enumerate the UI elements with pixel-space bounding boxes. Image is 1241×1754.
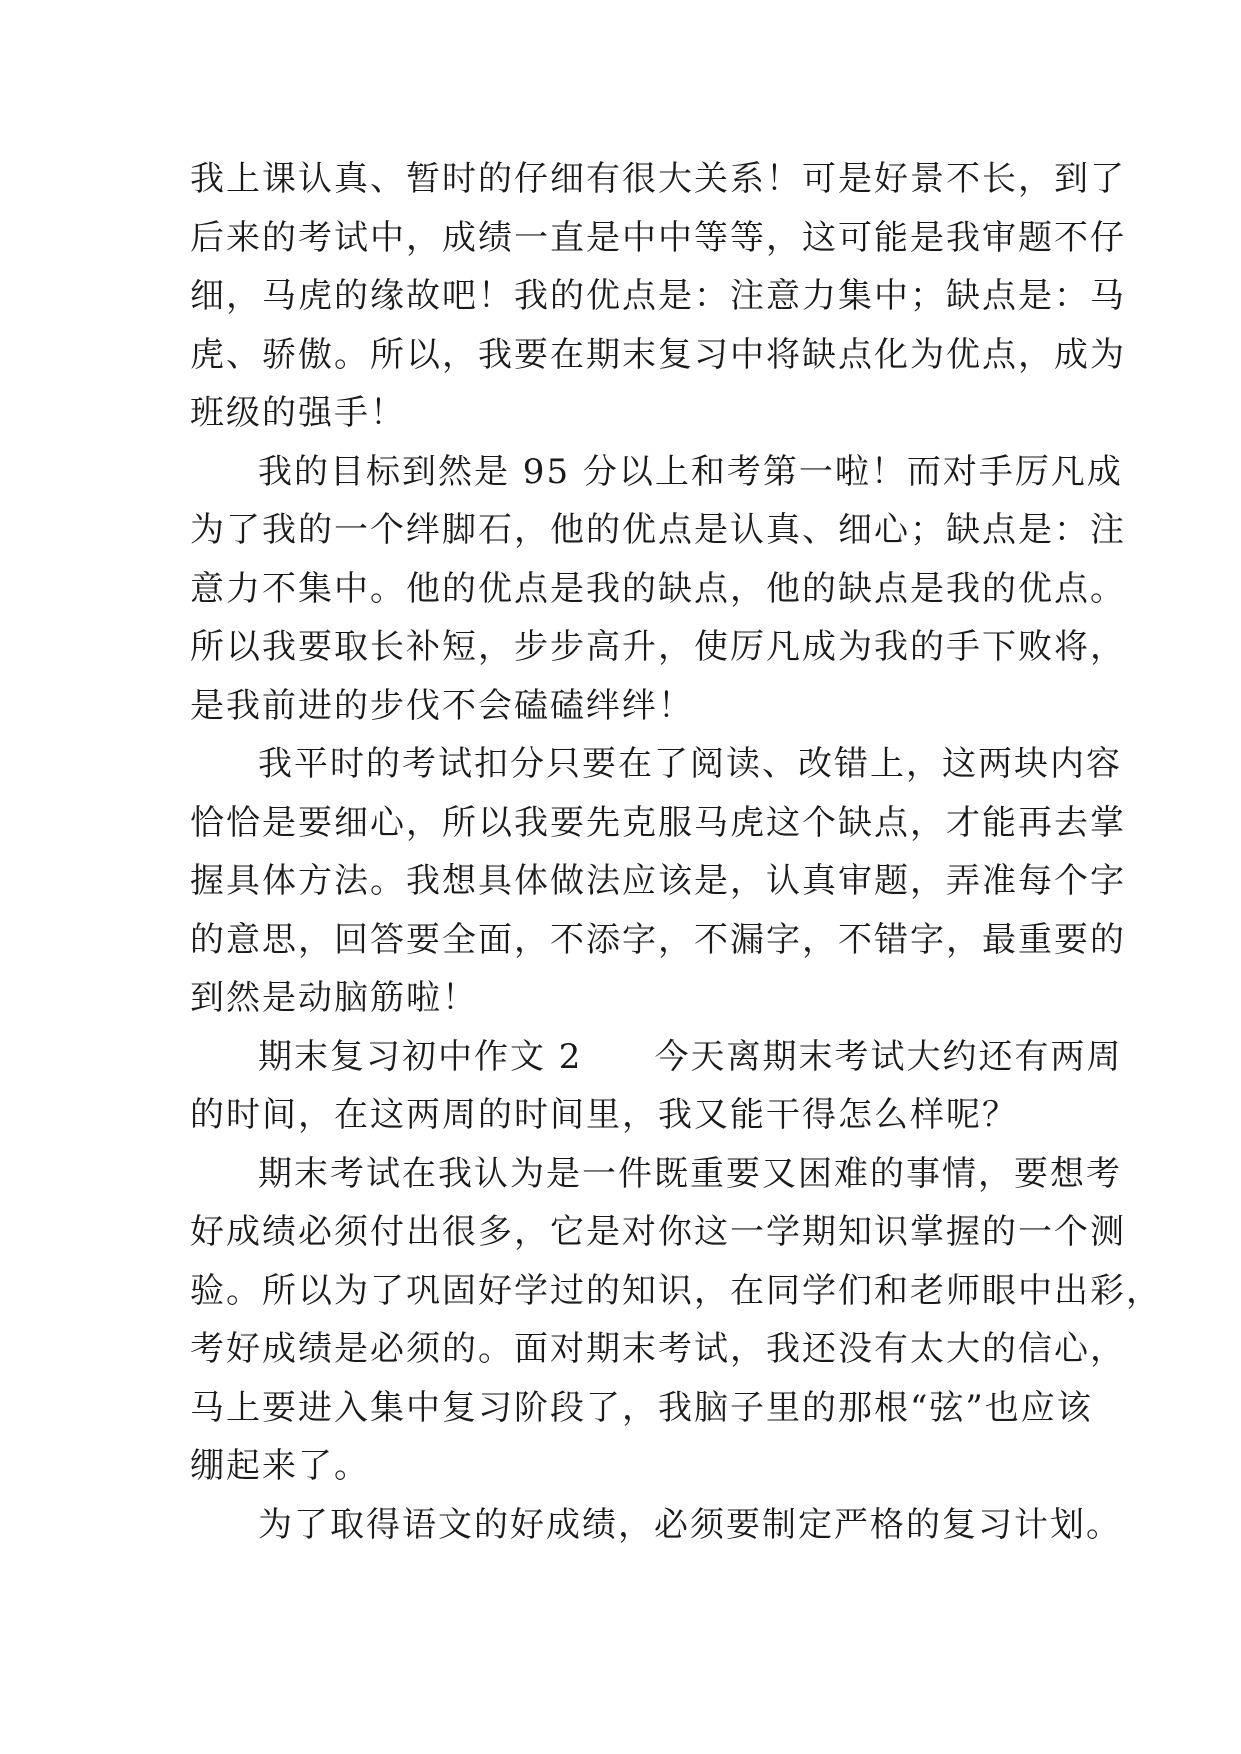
document-body <box>190 150 1162 1554</box>
paragraph-3 <box>190 735 1126 1028</box>
text-line: 的意思，回答要全面，不添字，不漏字，不错字，最重要的 <box>190 919 1126 960</box>
paragraph-5 <box>190 1145 1162 1496</box>
text-line: 我的目标到然是 95 分以上和考第一啦！而对手厉凡成 <box>258 451 1123 492</box>
text-line: 意力不集中。他的优点是我的缺点，他的缺点是我的优点。 <box>190 568 1126 609</box>
text-line: 验。所以为了巩固好学过的知识，在同学们和老师眼中出彩， <box>190 1270 1162 1311</box>
text-line: 我平时的考试扣分只要在了阅读、改错上，这两块内容 <box>258 744 1122 784</box>
text-line: 马上要进入集中复习阶段了，我脑子里的那根“弦”也应该 <box>190 1387 1093 1428</box>
text-line: 绷起来了。 <box>190 1446 370 1486</box>
text-line: 的时间，在这两周的时间里，我又能干得怎么样呢？ <box>190 1095 1018 1135</box>
text-line: 到然是动脑筋啦！ <box>190 978 478 1018</box>
text-line: 期末复习初中作文 2 今天离期末考试大约还有两周 <box>258 1036 1123 1077</box>
paragraph-2 <box>190 443 1126 736</box>
text-line: 是我前进的步伐不会磕磕绊绊！ <box>190 685 694 726</box>
text-line: 为了取得语文的好成绩，必须要制定严格的复习计划。 <box>258 1504 1122 1545</box>
text-line: 所以我要取长补短，步步高升，使厉凡成为我的手下败将， <box>190 627 1126 667</box>
paragraph-6 <box>190 1496 1122 1555</box>
text-line: 考好成绩是必须的。面对期末考试，我还没有太大的信心， <box>190 1329 1126 1369</box>
text-line: 好成绩必须付出很多，它是对你这一学期知识掌握的一个测 <box>190 1212 1126 1252</box>
text-line: 期末考试在我认为是一件既重要又困难的事情，要想考 <box>258 1153 1122 1194</box>
paragraph-4 <box>190 1028 1123 1145</box>
text-line: 握具体方法。我想具体做法应该是，认真审题，弄准每个字 <box>190 861 1126 901</box>
text-line: 恰恰是要细心，所以我要先克服马虎这个缺点，才能再去掌 <box>190 802 1126 843</box>
text-line: 后来的考试中，成绩一直是中中等等，这可能是我审题不仔 <box>190 217 1126 258</box>
paragraph-1 <box>190 150 1126 443</box>
text-line: 细，马虎的缘故吧！我的优点是：注意力集中；缺点是：马 <box>190 276 1126 316</box>
text-line: 虎、骄傲。所以，我要在期末复习中将缺点化为优点，成为 <box>190 334 1126 375</box>
text-line: 为了我的一个绊脚石，他的优点是认真、细心；缺点是：注 <box>190 510 1126 550</box>
text-line: 我上课认真、暂时的仔细有很大关系！可是好景不长，到了 <box>190 159 1126 199</box>
text-line: 班级的强手！ <box>190 393 406 433</box>
